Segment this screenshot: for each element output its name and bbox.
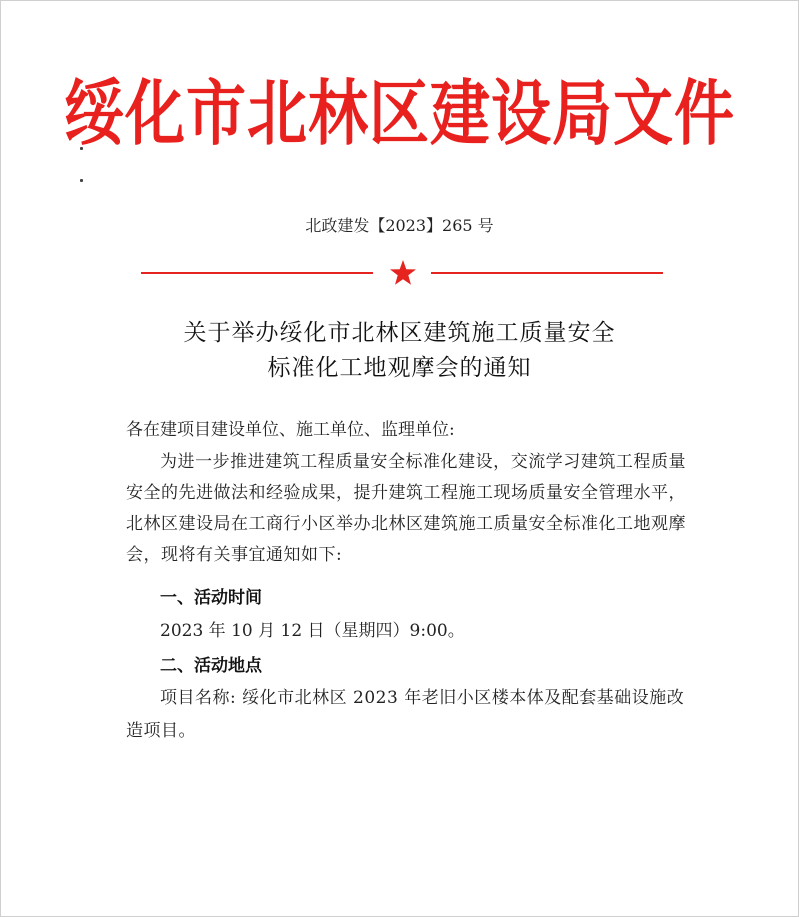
salutation: 各在建项目建设单位、施工单位、监理单位: [126,420,455,440]
separator-line-left [141,272,373,274]
section-heading-location: 二、活动地点 [160,656,262,676]
notice-title-line-1: 关于举办绥化市北林区建筑施工质量安全 [183,320,616,346]
header-separator [141,259,663,287]
scan-mark [80,179,83,182]
section-heading-time: 一、活动时间 [160,588,262,608]
separator-line-right [431,272,663,274]
activity-location: 项目名称: 绥化市北林区 2023 年老旧小区楼本体及配套基础设施改造项目。 [126,688,685,741]
document-number: 北政建发【2023】265 号 [305,216,494,235]
star-icon [389,259,417,287]
notice-title-line-2: 标准化工地观摩会的通知 [267,355,532,381]
activity-time: 2023 年 10 月 12 日（星期四）9:00。 [160,621,465,641]
masthead-title: 绥化市北林区建设局文件 [64,73,735,156]
intro-paragraph: 为进一步推进建筑工程质量安全标准化建设，交流学习建筑工程质量安全的先进做法和经验成果，提升建筑工程施工现场质量安全管理水平，北林区建设局在工商行小区举办北林区建筑施工质量安全标准化工地观摩会，现将有关事宜通知如下: [126,452,686,565]
